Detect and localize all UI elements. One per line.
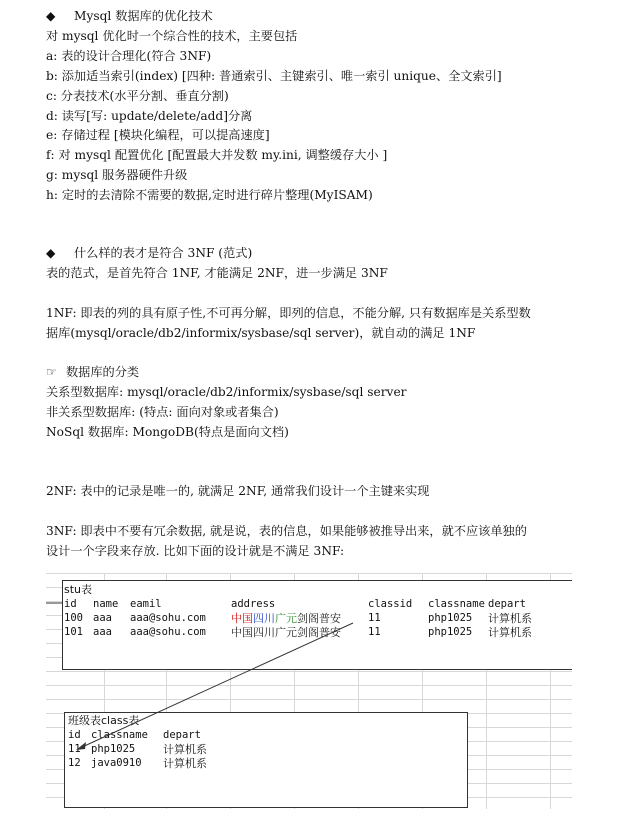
nf2-line: 2NF: 表中的记录是唯一的, 就满足 2NF, 通常我们设计一个主键来实现 [46,484,430,498]
class-cell-depart: 计算机系 [163,743,207,756]
section2-heading [46,245,252,261]
stu-header-email: eamil [130,598,162,610]
list-item-h: h: 定时的去清除不需要的数据,定时进行碎片整理(MyISAM) [46,188,373,202]
nf3-line1: 3NF: 即表中不要有冗余数据, 就是说，表的信息，如果能够被推导出来，就不应该单独的 [46,524,527,538]
relation-arrow-icon [46,573,572,809]
class-cell-classname: php1025 [91,743,136,755]
normal-form-intro: 表的范式，是首先符合 1NF, 才能满足 2NF，进一步满足 3NF [46,266,388,280]
class-cell-classname: java0910 [91,757,142,769]
stu-header-depart: depart [488,598,526,610]
stu-cell-email: aaa@sohu.com [130,612,206,624]
db-classification-title: 数据库的分类 [66,365,140,379]
stu-cell-address: 中国四川广元剑阁普安 [231,612,341,625]
class-header-classname: classname [91,729,148,741]
class-cell-depart: 计算机系 [163,757,207,770]
class-header-depart: depart [163,729,201,741]
section1-heading [46,8,213,24]
db-classification-heading [46,364,139,380]
stu-cell-address: 中国四川广元剑阁普安 [231,626,341,639]
stu-header-classname: classname [428,598,485,610]
stu-cell-name: aaa [93,612,112,624]
nf3-line2: 设计一个字段来存放. 比如下面的设计就是不满足 3NF: [46,544,345,558]
stu-cell-depart: 计算机系 [488,612,532,625]
list-item-c: c: 分表技术(水平分割、垂直分割) [46,89,229,103]
relational-db-line: 关系型数据库: mysql/oracle/db2/informix/sysbase/sql server [46,385,407,399]
stu-header-classid: classid [368,598,413,610]
stu-cell-email: aaa@sohu.com [130,626,206,638]
stu-header-address: address [231,598,276,610]
list-item-d: d: 读写[写: update/delete/add]分离 [46,109,253,123]
list-item-e: e: 存储过程 [模块化编程，可以提高速度] [46,128,270,142]
spreadsheet-image [46,573,572,809]
stu-cell-id: 101 [64,626,83,638]
stu-cell-depart: 计算机系 [488,626,532,639]
section2-title: 什么样的表才是符合 3NF (范式) [74,246,253,260]
nf1-line2: 据库(mysql/oracle/db2/informix/sysbase/sql server)，就自动的满足 1NF [46,326,476,340]
stu-cell-id: 100 [64,612,83,624]
nonrelational-db-line: 非关系型数据库: (特点: 面向对象或者集合) [46,405,279,419]
section1-title: Mysql 数据库的优化技术 [74,9,213,23]
class-table-title: 班级表class表 [68,714,140,727]
diamond-bullet-icon: ◆ [46,9,56,23]
nf1-line1: 1NF: 即表的列的具有原子性,不可再分解，即列的信息，不能分解, 只有数据库是关系型数 [46,306,531,320]
list-item-f: f: 对 mysql 配置优化 [配置最大并发数 my.ini, 调整缓存大小 ] [46,148,388,162]
stu-cell-classname: php1025 [428,612,473,624]
list-item-g: g: mysql 服务器硬件升级 [46,168,188,182]
stu-cell-classid: 11 [368,626,381,638]
stu-table-title: stu表 [64,583,93,596]
section1-intro: 对 mysql 优化时一个综合性的技术，主要包括 [46,29,298,43]
list-item-a: a: 表的设计合理化(符合 3NF) [46,49,212,63]
nosql-db-line: NoSql 数据库: MongoDB(特点是面向文档) [46,425,289,439]
stu-cell-classname: php1025 [428,626,473,638]
class-cell-id: 11 [68,743,81,755]
stu-header-id: id [64,598,77,610]
stu-cell-classid: 11 [368,612,381,624]
pointing-hand-icon: ☞ [46,365,57,379]
list-item-b: b: 添加适当索引(index) [四种: 普通索引、主键索引、唯一索引 unique、全文索引] [46,69,502,83]
class-header-id: id [68,729,81,741]
class-cell-id: 12 [68,757,81,769]
stu-cell-name: aaa [93,626,112,638]
stu-header-name: name [93,598,119,610]
diamond-bullet-icon: ◆ [46,246,56,260]
